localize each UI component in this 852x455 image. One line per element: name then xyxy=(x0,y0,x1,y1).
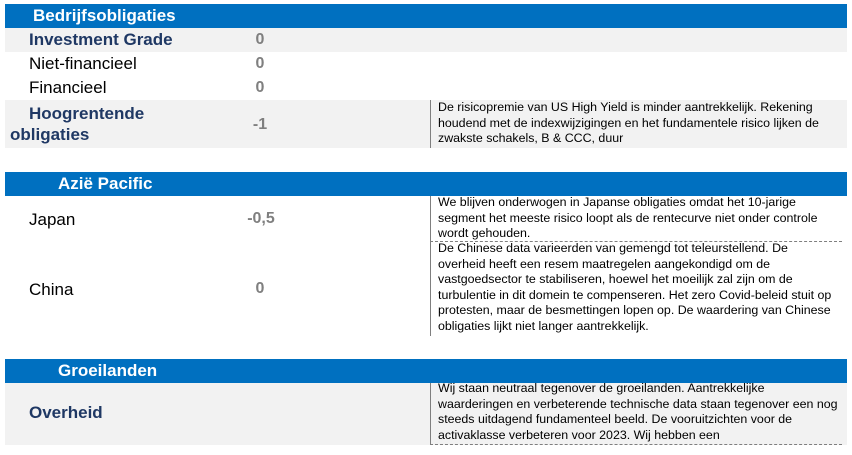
row-value: -1 xyxy=(252,116,268,133)
row-divider-vertical xyxy=(430,383,431,445)
row-commentary: De risicopremie van US High Yield is minder aantrekkelijk. Rekening houdend met de indexwijzigingen en het fundamentele risico lijken de zwakste schakels, B & CCC, duur xyxy=(438,100,819,146)
table-row-china xyxy=(5,242,847,336)
row-commentary: De Chinese data varieerden van gemengd tot teleurstellend. De overheid heeft een resem maatregelen aangekondigd om de vastgoedsector te stabiliseren, hoewel het moeilijk zal zijn om de turbulentie in dit domein te compenseren. Het zero Covid-beleid stuit op protesten, maar de besmettingen lopen op. De waardering van Chinese obligaties lijkt niet langer aantrekkelijk. xyxy=(438,241,832,333)
row-label: Japan xyxy=(29,210,76,229)
row-commentary: We blijven onderwogen in Japanse obligaties omdat het 10-jarige segment het meeste risico loopt als de rentecurve niet onder controle wordt gehouden. xyxy=(438,195,818,241)
row-value: 0 xyxy=(255,55,265,72)
table-row-financieel xyxy=(5,76,847,100)
row-label: Overheid xyxy=(29,403,103,422)
table-row-niet-financieel xyxy=(5,52,847,76)
row-divider-vertical xyxy=(430,100,431,148)
row-value: 0 xyxy=(255,79,265,96)
row-divider-vertical xyxy=(430,196,431,242)
row-divider-vertical xyxy=(430,242,431,336)
row-label-line2: obligaties xyxy=(10,125,90,144)
section-title: Azië Pacific xyxy=(58,174,153,193)
row-label: Niet-financieel xyxy=(29,54,137,73)
section-header-groeilanden xyxy=(5,359,847,383)
section-title: Bedrijfsobligaties xyxy=(33,6,176,25)
row-label: Financieel xyxy=(29,78,107,97)
table-row-investment-grade xyxy=(5,28,847,52)
row-value: 0 xyxy=(255,280,265,297)
table-row-overheid xyxy=(5,383,847,445)
section-title: Groeilanden xyxy=(58,361,158,380)
row-label: Investment Grade xyxy=(29,30,173,49)
row-commentary: Wij staan neutraal tegenover de groeilanden. Aantrekkelijke waarderingen en verbeterende technische data staan tegenover een nog steeds uitdagend fundamenteel beeld. De vooruitzichten voor de activaklasse verbeteren voor 2023. Wij hebben een xyxy=(438,381,838,442)
row-label-line1: Hoogrentende xyxy=(29,104,145,123)
section-header-azie-pacific xyxy=(5,172,847,196)
row-label: China xyxy=(29,280,74,299)
section-header-bedrijfsobligaties xyxy=(5,4,847,28)
row-value: -0,5 xyxy=(247,210,275,227)
row-value: 0 xyxy=(255,31,265,48)
row-divider xyxy=(430,444,842,445)
table-row-hoogrentende-obligaties xyxy=(5,100,847,148)
table-row-japan xyxy=(5,196,847,242)
